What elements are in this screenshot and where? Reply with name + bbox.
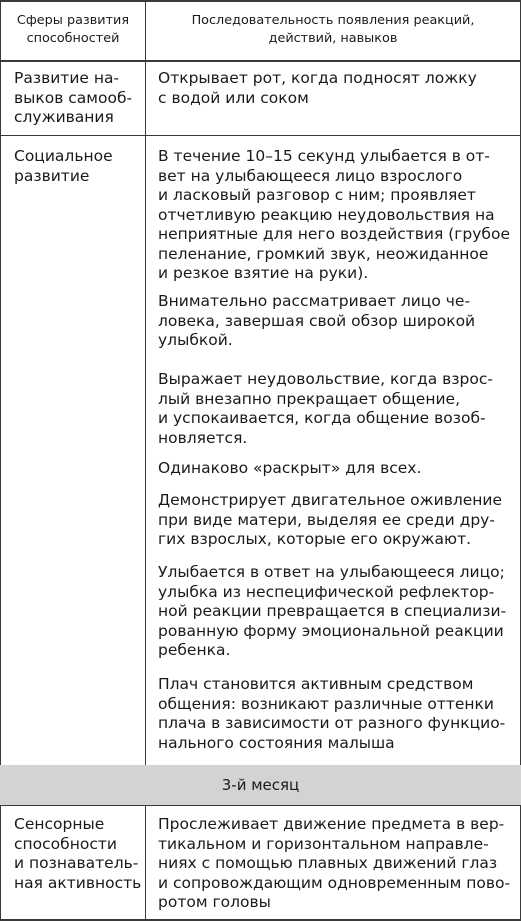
- text-line: ротом головы: [158, 893, 271, 911]
- table-border-top: [0, 0, 521, 2]
- text-line: Внимательно рассматривает лицо че-: [158, 292, 471, 310]
- text-line: В течение 10–15 секунд улыбается в от-: [158, 147, 490, 165]
- sphere-self-care: [14, 69, 142, 128]
- header-sequence-line: Последовательность появления реакций,: [191, 13, 475, 28]
- text-line: с водой или соком: [158, 88, 309, 107]
- text-line: улыбкой.: [158, 331, 233, 349]
- reaction-paragraph: [158, 491, 510, 550]
- sphere-line: ная активность: [14, 873, 142, 892]
- text-line: ниях с помощью плавных движений глаз: [158, 854, 498, 872]
- text-line: нального состояния малыша: [158, 733, 395, 752]
- text-line: общения: возникают различные оттенки: [158, 694, 494, 713]
- reaction-paragraph: [158, 815, 510, 913]
- reaction-paragraph: [158, 147, 510, 284]
- column-divider-lower: [145, 805, 146, 921]
- text-line: и сопровождающим одновременным пово-: [158, 873, 511, 892]
- sphere-line: выков самооб-: [14, 88, 133, 107]
- text-line: тикальном и горизонтальном направле-: [158, 834, 489, 853]
- sphere-line: развитие: [14, 166, 90, 185]
- text-line: гих взрослых, которые его окружают.: [158, 530, 472, 548]
- reaction-paragraph: [158, 370, 510, 448]
- section-divider-bottom: [0, 805, 521, 806]
- text-line: Открывает рот, когда подносят ложку: [158, 69, 477, 87]
- text-line: отчетливую реакцию неудовольствия на: [158, 205, 495, 224]
- sphere-line: способности: [14, 834, 117, 853]
- text-line: Одинаково «раскрыт» для всех.: [158, 459, 422, 477]
- text-line: и успокаивается, когда общение возоб-: [158, 409, 486, 427]
- header-sphere-line: Сферы развития: [16, 13, 130, 28]
- reaction-paragraph: [158, 675, 510, 753]
- reaction-paragraph: [158, 563, 510, 661]
- text-line: Улыбается в ответ на улыбающееся лицо;: [158, 563, 505, 581]
- text-line: и ласковый разговор с ним; проявляет: [158, 186, 476, 204]
- text-line: неприятные для него воздействия (грубое: [158, 225, 510, 243]
- header-divider: [0, 60, 521, 62]
- text-line: ной реакции превращается в специализи-: [158, 602, 507, 620]
- sphere-line: и познаватель-: [14, 854, 139, 872]
- sphere-line: Социальное: [14, 147, 113, 165]
- reaction-paragraph: [158, 69, 510, 108]
- header-sphere-line: способностей: [26, 31, 120, 46]
- text-line: и резкое взятие на руки).: [158, 264, 369, 282]
- column-divider: [145, 0, 146, 765]
- row-divider: [0, 135, 521, 136]
- sphere-line: Сенсорные: [14, 815, 105, 833]
- text-line: Демонстрирует двигательное оживление: [158, 491, 503, 509]
- sphere-line: служивания: [14, 108, 114, 126]
- text-line: лый внезапно прекращает общение,: [158, 389, 461, 408]
- sphere-social: [14, 147, 142, 186]
- sphere-line: Развитие на-: [14, 69, 120, 87]
- text-line: пеленание, громкий звук, неожиданное: [158, 244, 489, 263]
- header-sequence: [147, 12, 519, 48]
- text-line: вет на улыбающееся лицо взрослого: [158, 166, 463, 185]
- text-line: улыбка из неспецифической рефлектор-: [158, 582, 495, 601]
- text-line: Выражает неудовольствие, когда взрос-: [158, 370, 493, 388]
- sphere-sensory: [14, 815, 142, 893]
- text-line: ребенка.: [158, 641, 231, 659]
- reaction-paragraph: [158, 292, 510, 351]
- text-line: Плач становится активным средством: [158, 675, 474, 693]
- text-line: ловека, завершая свой обзор широкой: [158, 311, 476, 330]
- text-line: при виде матери, выделяя ее среди дру-: [158, 510, 495, 529]
- section-label: 3-й месяц: [221, 776, 300, 794]
- text-line: рованную форму эмоциональной реакции: [158, 621, 504, 640]
- header-sphere: [2, 12, 144, 48]
- text-line: плача в зависимости от разного функцио-: [158, 714, 506, 732]
- text-line: Прослеживает движение предмета в вер-: [158, 815, 505, 833]
- text-line: новляется.: [158, 428, 248, 447]
- header-sequence-line: действий, навыков: [268, 31, 398, 46]
- reaction-paragraph: [158, 459, 510, 479]
